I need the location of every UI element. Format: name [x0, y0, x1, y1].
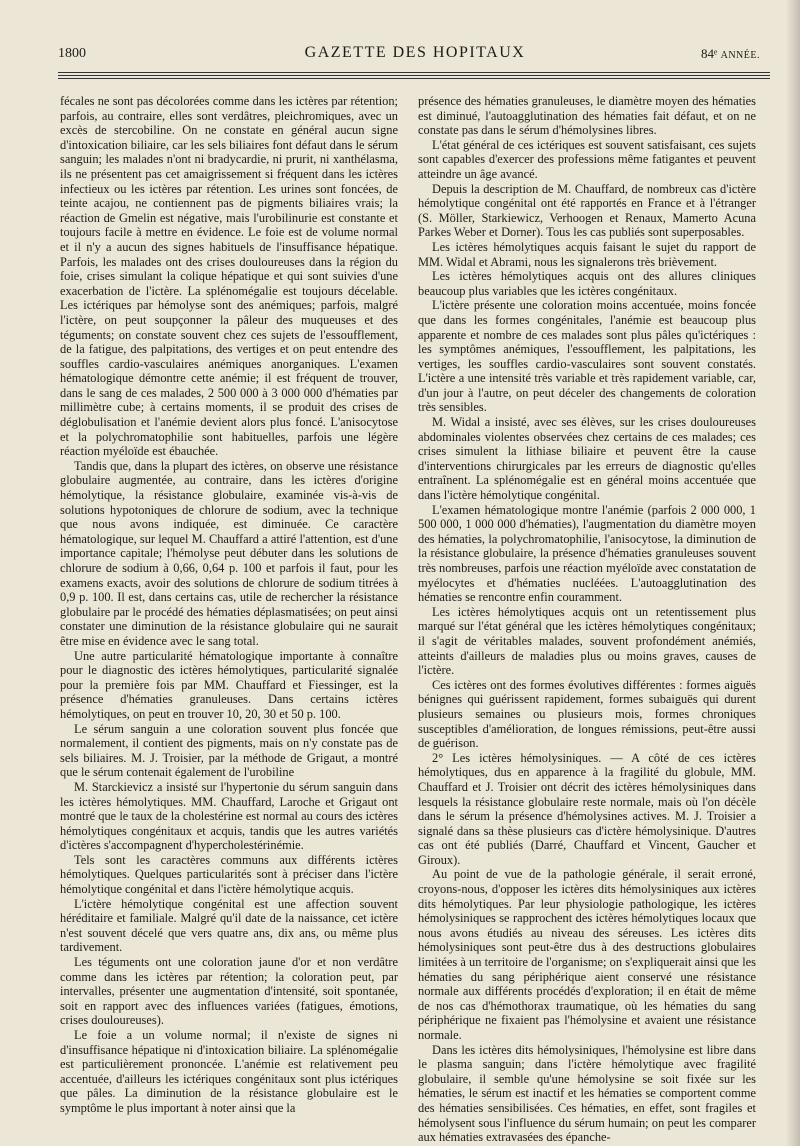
paragraph: Ces ictères ont des formes évolutives différentes : formes aiguës bénignes qui guérissent rapidement, formes subaiguës qui durent plusieurs semaines ou plusieurs mois, formes chroniques susceptibles d'amélioration, de longues rémissions, peut-être aussi de guérison. — [418, 677, 756, 751]
page-header — [58, 42, 772, 66]
header-rule-middle — [58, 75, 770, 76]
paragraph: M. Starckievicz a insisté sur l'hypertonie du sérum sanguin dans les ictères hémolytiques. MM. Chauffard, Laroche et Grigaut ont montré que le taux de la cholestérine est normal au cours des ictères hémolytiques congénitaux et acquis, tandis que les autres variétés d'ictères s'accompagnent d'hypercholestérinémie. — [60, 779, 398, 853]
left-column — [60, 94, 398, 1116]
paragraph: L'ictère hémolytique congénital est une affection souvent héréditaire et familiale. Malgré qu'il date de la naissance, cet ictère n'est souvent décelé que vers quatre ans, dix ans, ou même plus tardivement. — [60, 896, 398, 955]
header-rule-bottom — [58, 78, 770, 79]
paragraph: Les ictères hémolytiques acquis ont un retentissement plus marqué sur l'état général que les ictères hémolytiques congénitaux; il s'agit de véritables malades, souvent profondément anémiés, atteints d'ailleurs de maladies plus ou moins graves, causes de l'ictère. — [418, 604, 756, 678]
paragraph: Les ictères hémolytiques acquis ont des allures cliniques beaucoup plus variables que les ictères congénitaux. — [418, 269, 756, 298]
paragraph: Tandis que, dans la plupart des ictères, on observe une résistance globulaire augmentée, au contraire, dans les ictères d'origine hémolytique, la résistance globulaire, examinée vis-à-vis de solutions hypotoniques de chlorure de sodium, avec la technique que nous avons indiquée, est diminuée. Ce caractère hématologique, sur lequel M. Chauffard a attiré l'attention, est d'une importance capitale; l'hémolyse peut débuter dans les solutions de chlorure de sodium à 0,66, 0,64 p. 100 et parfois il faut, pour les examens exacts, avoir des solutions de chlorure de sodium titrées à 0,9 p. 100. Il est, dans certains cas, utile de rechercher la résistance globulaire par le procédé des hématies déplasmatisées; on peut ainsi constater une diminution de la résistance globulaire qui ne saurait être mise en évidence avec le sang total. — [60, 458, 398, 648]
paragraph: Les téguments ont une coloration jaune d'or et non verdâtre comme dans les ictères par rétention; la coloration peut, par intervalles, présenter une augmentation d'intensité, soit spontanée, soit en rapport avec des influences variées (fatigues, émotions, crises douloureuses). — [60, 955, 398, 1028]
paragraph: Au point de vue de la pathologie générale, il serait erroné, croyons-nous, d'opposer les ictères dits hémolysiniques aux ictères dits hémolytiques. Par leur physiologie pathologique, les ictères hémolysiniques se rapprochent des ictères hémolytiques locaux que nous avons étudiés au niveau des séreuses. Les ictères dits hémolysiniques sont peut-être dus à des destructions globulaires limitées à un territoire de l'organisme; on s'expliquerait ainsi que les hématies du sang périphérique aient conservé une résistance normale aux différents procédés d'exploration; il en était de même de nos cas d'hémothorax traumatique, où les hématies du sang périphérique ne fixaient pas l'hémolysine et avaient une résistance normale. — [418, 867, 756, 1042]
paragraph: Le sérum sanguin a une coloration souvent plus foncée que normalement, il contient des pigments, mais on n'y constate pas de sels biliaires. M. J. Troisier, par la méthode de Grigaut, a montré que le sérum contenait également de l'urobiline — [60, 721, 398, 780]
paragraph: 2° Les ictères hémolysiniques. — A côté de ces ictères hémolytiques, dus en apparence à la fragilité du globule, MM. Chauffard et J. Troisier ont décrit des ictères hémolysiniques dans lesquels la résistance globulaire reste normale, mais où l'on décèle dans le sérum la présence d'hémolysines actives. M. J. Troisier a signalé dans sa thèse plusieurs cas d'ictère hémolysinique. D'autres cas ont été publiés (Darré, Chauffard et Vincent, Gaucher et Giroux). — [418, 750, 756, 867]
paragraph: Une autre particularité hématologique importante à connaître pour le diagnostic des ictères hémolytiques, particularité signalée pour la première fois par MM. Chauffard et Fiessinger, est la présence d'hématies granuleuses. Dans certains ictères hémolytiques, on peut en trouver 10, 20, 30 et 50 p. 100. — [60, 648, 398, 721]
header-rule-top — [58, 72, 770, 73]
paragraph: L'état général de ces ictériques est souvent satisfaisant, ces sujets sont capables d'exercer des professions même fatigantes et peuvent atteindre un âge avancé. — [418, 137, 756, 181]
paragraph: Dans les ictères dits hémolysiniques, l'hémolysine est libre dans le plasma sanguin; dans l'ictère hémolytique avec fragilité globulaire, il semble qu'une hémolysine se soit fixée sur les hématies, le sérum est inactif et les hématies se comportent comme des hématies sensibilisées. Ces hématies, en effet, sont fragiles et hémolysent sous l'influence du sérum humain; on peut les comparer aux hématies extravasées des épanche- — [418, 1042, 756, 1145]
paragraph: Depuis la description de M. Chauffard, de nombreux cas d'ictère hémolytique congénital ont été rapportés en France et à l'étranger (S. Möller, Starkiewicz, Verhoogen et Renaux, Mamerto Acuna Parkes Weber et Dorner). Tous les cas publiés sont superposables. — [418, 181, 756, 240]
paragraph: présence des hématies granuleuses, le diamètre moyen des hématies est diminué, l'autoagglutination des hématies fait défaut, et on ne constate pas dans le sérum d'hémolysines libres. — [418, 94, 756, 138]
page-number: 1800 — [58, 46, 86, 61]
paragraph: M. Widal a insisté, avec ses élèves, sur les crises douloureuses abdominales violentes observées chez certains de ces malades; ces crises simulent la lithiase biliaire et peuvent être la cause d'interventions chirurgicales par les erreurs de diagnostic qu'elles entraînent. La splénomégalie est en général moins accentuée que dans l'ictère hémolytique congénital. — [418, 415, 756, 503]
journal-title: GAZETTE DES HOPITAUX — [304, 44, 526, 61]
paragraph: fécales ne sont pas décolorées comme dans les ictères par rétention; parfois, au contraire, elles sont verdâtres, pleichromiques, avec un excès de stercobiline. On ne constate en général aucun signe d'intoxication biliaire, car les sels biliaires font défaut dans le sérum sanguin; les malades n'ont ni bradycardie, ni prurit, ni xanthélasma, ils ne présentent pas cet amaigrissement si fréquent dans les ictères infectieux ou les ictères par rétention. Les urines sont foncées, de teinte acajou, ne contiennent pas de pigments biliaires vrais; la réaction de Gmelin est négative, mais l'urobilinurie est constante et toujours facile à mettre en évidence. Le foie est de volume normal et il n'y a aucun des signes habituels de l'insuffisance hépatique. Parfois, les malades ont des crises douloureuses dans la région du foie, crises simulant la colique hépatique et qui sont suivies d'une exacerbation de l'ictère. La splénomégalie est toujours décelable. Les ictériques par hémolyse sont des anémiques; parfois, malgré l'ictère, on peut soupçonner la pâleur des muqueuses et des téguments; on constate souvent chez ces sujets de l'essoufflement, de la fatigue, des palpitations, des vertiges et on peut entendre des souffles cardio-vasculaires anémiques anorganiques. L'examen hématologique démontre cette anémie; il est fréquent de trouver, dans le sang de ces malades, 2 500 000 à 3 000 000 d'hématies par millimètre cube; à certains moments, il se produit des crises de déglobulisation et l'anémie devient alors plus foncé. L'anisocytose et la polychromatophilie sont habituelles, parfois une légère réaction myéloïde est ébauchée. — [60, 94, 398, 459]
paragraph: L'ictère présente une coloration moins accentuée, moins foncée que dans les formes congénitales, l'anémie est beaucoup plus apparente et nombre de ces malades sont plus pâles qu'ictériques : les symptômes anémiques, l'essoufflement, les palpitations, les vertiges, les souffles cardio-vasculaires sont souvent constatés. L'ictère a une intensité très variable et très rapidement variable, car, d'un jour à l'autre, on peut déceler des changements de coloration très sensibles. — [418, 298, 756, 415]
right-column — [418, 94, 756, 1145]
paragraph: Le foie a un volume normal; il n'existe de signes ni d'insuffisance hépatique ni d'intoxication biliaire. La splénomégalie est particulièrement prononcée. L'anémie est relativement peu accentuée, d'ailleurs les ictériques congénitaux sont plus ictériques que pâles. La diminution de la résistance globulaire est le symptôme le plus important à noter ainsi que la — [60, 1028, 398, 1115]
year-word: ANNÉE. — [720, 50, 760, 61]
scan-edge-shadow — [786, 0, 800, 1146]
year-label — [701, 46, 760, 62]
paragraph: L'examen hématologique montre l'anémie (parfois 2 000 000, 1 500 000, 1 000 000 d'hématies), l'augmentation du diamètre moyen des hématies, la polychromatophilie, l'anisocytose, la diminution de la résistance globulaire, la présence d'hématies granuleuses souvent très nombreuses, parfois une réaction myéloïde avec constatation de myélocytes et d'hématies nucléées. L'autoagglutination des hématies se rencontre enfin couramment. — [418, 502, 756, 605]
paragraph: Les ictères hémolytiques acquis faisant le sujet du rapport de MM. Widal et Abrami, nous les signalerons très brièvement. — [418, 239, 756, 269]
paragraph: Tels sont les caractères communs aux différents ictères hémolytiques. Quelques particularités sont à préciser dans l'ictère hémolytique congénital et dans l'ictère hémolytique acquis. — [60, 852, 398, 897]
year-number: 84ᵉ — [701, 46, 718, 61]
